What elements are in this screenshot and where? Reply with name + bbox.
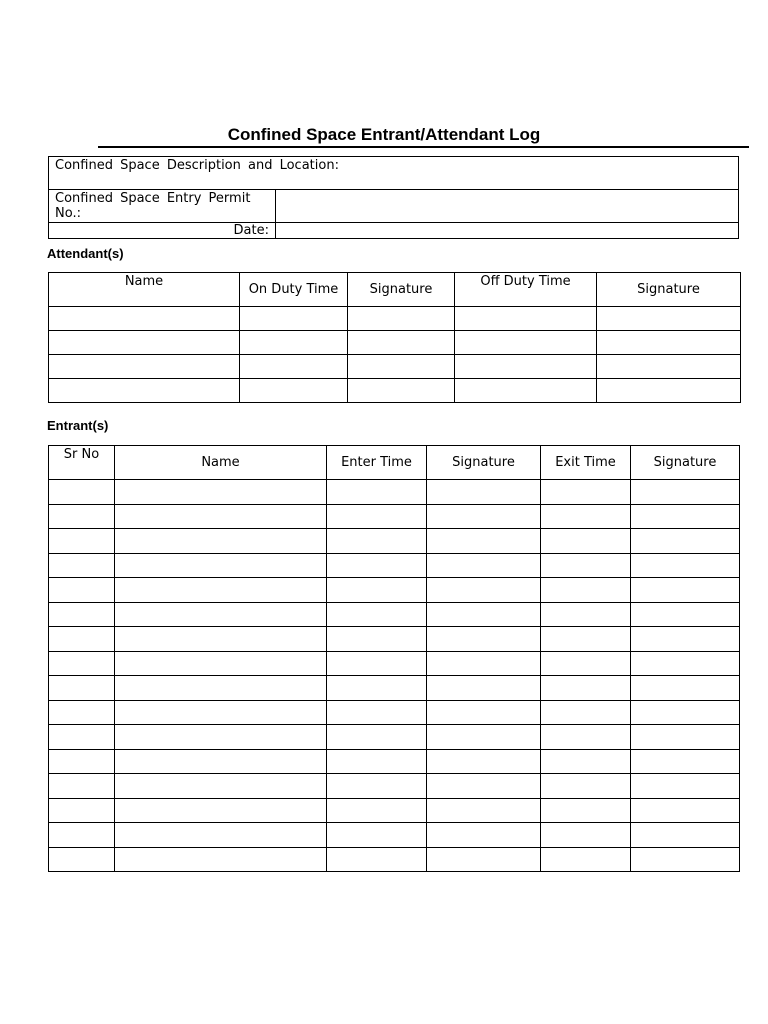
entrant-cell[interactable] [631, 700, 740, 725]
date-label-cell [49, 223, 276, 239]
attendant-row [49, 355, 741, 379]
ent-col-name: Name [115, 446, 327, 480]
entrant-cell[interactable] [327, 847, 427, 872]
entrant-cell[interactable] [327, 700, 427, 725]
entrant-row [49, 578, 740, 603]
attendant-cell[interactable] [240, 331, 348, 355]
entrant-row [49, 676, 740, 701]
entrant-cell[interactable] [541, 798, 631, 823]
entrant-cell[interactable] [427, 798, 541, 823]
entrant-cell[interactable] [115, 602, 327, 627]
entrant-cell[interactable] [427, 774, 541, 799]
entrant-cell[interactable] [115, 725, 327, 750]
ent-col-signature-1: Signature [427, 446, 541, 480]
entrant-cell[interactable] [49, 578, 115, 603]
entrant-cell[interactable] [115, 627, 327, 652]
entrant-cell[interactable] [631, 480, 740, 505]
description-location-label: Confined Space Description and Location: [55, 158, 339, 173]
entrant-cell[interactable] [631, 553, 740, 578]
entrant-cell[interactable] [49, 700, 115, 725]
entrant-cell[interactable] [427, 676, 541, 701]
entrants-table [48, 445, 740, 872]
entrant-cell[interactable] [327, 578, 427, 603]
entrant-cell[interactable] [541, 749, 631, 774]
attendant-cell[interactable] [455, 307, 597, 331]
attendant-cell[interactable] [49, 331, 240, 355]
entrant-cell[interactable] [327, 529, 427, 554]
entrant-cell[interactable] [631, 651, 740, 676]
entrant-cell[interactable] [115, 749, 327, 774]
attendant-cell[interactable] [348, 307, 455, 331]
entrant-cell[interactable] [49, 553, 115, 578]
entrant-row [49, 627, 740, 652]
entrant-cell[interactable] [631, 847, 740, 872]
entrant-cell[interactable] [115, 553, 327, 578]
entrant-cell[interactable] [49, 480, 115, 505]
entrant-row [49, 480, 740, 505]
entrant-cell[interactable] [115, 700, 327, 725]
entrant-cell[interactable] [327, 676, 427, 701]
entrant-cell[interactable] [49, 725, 115, 750]
entrant-cell[interactable] [427, 700, 541, 725]
permit-number-field[interactable] [276, 190, 739, 223]
entrant-cell[interactable] [327, 798, 427, 823]
entrant-row [49, 504, 740, 529]
entrant-cell[interactable] [631, 529, 740, 554]
entrant-cell[interactable] [49, 798, 115, 823]
entrant-cell[interactable] [49, 847, 115, 872]
attendant-cell[interactable] [49, 355, 240, 379]
entrant-row [49, 700, 740, 725]
entrant-cell[interactable] [631, 676, 740, 701]
entrant-cell[interactable] [115, 480, 327, 505]
entrant-cell[interactable] [115, 774, 327, 799]
description-location-field[interactable] [49, 157, 739, 190]
entrant-cell[interactable] [631, 823, 740, 848]
entrant-cell[interactable] [631, 602, 740, 627]
entrant-cell[interactable] [115, 651, 327, 676]
entrant-cell[interactable] [49, 651, 115, 676]
attendant-cell[interactable] [455, 355, 597, 379]
entrant-cell[interactable] [115, 798, 327, 823]
entrant-cell[interactable] [115, 529, 327, 554]
date-field[interactable] [276, 223, 739, 239]
entrant-row [49, 798, 740, 823]
entrant-row [49, 823, 740, 848]
attendant-cell[interactable] [597, 355, 741, 379]
attendant-cell[interactable] [597, 379, 741, 403]
attendant-cell[interactable] [348, 379, 455, 403]
entrant-cell[interactable] [49, 774, 115, 799]
entrant-cell[interactable] [541, 651, 631, 676]
entrant-cell[interactable] [327, 602, 427, 627]
entrant-cell[interactable] [541, 602, 631, 627]
entrant-cell[interactable] [115, 676, 327, 701]
attendants-heading: Attendant(s) [47, 246, 124, 261]
entrant-cell[interactable] [631, 725, 740, 750]
page-title: Confined Space Entrant/Attendant Log [227, 125, 541, 144]
entrant-cell[interactable] [631, 798, 740, 823]
entrant-row [49, 749, 740, 774]
entrant-cell[interactable] [631, 578, 740, 603]
attendant-cell[interactable] [49, 307, 240, 331]
entrant-cell[interactable] [327, 651, 427, 676]
entrant-cell[interactable] [541, 676, 631, 701]
ent-col-sr-no: Sr No [49, 446, 115, 480]
attendant-cell[interactable] [348, 331, 455, 355]
entrant-cell[interactable] [427, 578, 541, 603]
attendant-row [49, 307, 741, 331]
entrant-cell[interactable] [49, 749, 115, 774]
entrant-cell[interactable] [327, 749, 427, 774]
entrant-cell[interactable] [115, 847, 327, 872]
attendant-cell[interactable] [597, 307, 741, 331]
entrant-cell[interactable] [427, 529, 541, 554]
entrant-cell[interactable] [49, 627, 115, 652]
attendant-cell[interactable] [455, 379, 597, 403]
entrant-cell[interactable] [427, 480, 541, 505]
ent-col-enter-time: Enter Time [327, 446, 427, 480]
entrant-cell[interactable] [327, 774, 427, 799]
entrant-cell[interactable] [631, 749, 740, 774]
entrant-cell[interactable] [541, 823, 631, 848]
entrant-row [49, 847, 740, 872]
entrant-cell[interactable] [327, 627, 427, 652]
entrant-cell[interactable] [327, 823, 427, 848]
entrant-cell[interactable] [49, 504, 115, 529]
entrant-cell[interactable] [541, 725, 631, 750]
entrant-row [49, 651, 740, 676]
att-col-signature-1: Signature [348, 273, 455, 307]
entrant-cell[interactable] [541, 504, 631, 529]
entrant-cell[interactable] [49, 676, 115, 701]
entrant-cell[interactable] [541, 774, 631, 799]
title-underline [98, 146, 749, 148]
entrant-row [49, 774, 740, 799]
entrant-cell[interactable] [115, 504, 327, 529]
attendant-cell[interactable] [597, 331, 741, 355]
att-col-signature-2: Signature [597, 273, 741, 307]
entrants-heading: Entrant(s) [47, 418, 109, 433]
attendant-row [49, 379, 741, 403]
entrant-cell[interactable] [427, 553, 541, 578]
entrant-cell[interactable] [49, 602, 115, 627]
attendant-cell[interactable] [455, 331, 597, 355]
attendant-cell[interactable] [240, 379, 348, 403]
entrant-cell[interactable] [427, 725, 541, 750]
entrant-cell[interactable] [427, 504, 541, 529]
permit-label: Confined Space Entry Permit No.: [55, 191, 251, 221]
entrant-cell[interactable] [541, 480, 631, 505]
entrant-cell[interactable] [49, 823, 115, 848]
entrant-cell[interactable] [427, 602, 541, 627]
ent-col-exit-time: Exit Time [541, 446, 631, 480]
entrant-cell[interactable] [115, 578, 327, 603]
entrant-cell[interactable] [427, 823, 541, 848]
ent-col-signature-2: Signature [631, 446, 740, 480]
entrant-cell[interactable] [427, 847, 541, 872]
entrant-row [49, 602, 740, 627]
entrant-cell[interactable] [541, 553, 631, 578]
att-col-name: Name [49, 273, 240, 307]
permit-label-cell [49, 190, 276, 223]
attendant-cell[interactable] [240, 355, 348, 379]
att-col-off-duty-time: Off Duty Time [455, 273, 597, 307]
entrant-row [49, 725, 740, 750]
entrant-cell[interactable] [327, 504, 427, 529]
entrant-cell[interactable] [427, 627, 541, 652]
entrant-cell[interactable] [115, 823, 327, 848]
entrant-cell[interactable] [631, 627, 740, 652]
attendant-cell[interactable] [348, 355, 455, 379]
entrant-cell[interactable] [631, 504, 740, 529]
attendant-row [49, 331, 741, 355]
entrant-cell[interactable] [49, 529, 115, 554]
info-table [48, 156, 739, 239]
entrant-cell[interactable] [541, 578, 631, 603]
attendant-cell[interactable] [240, 307, 348, 331]
entrant-cell[interactable] [427, 749, 541, 774]
entrant-cell[interactable] [541, 847, 631, 872]
att-col-on-duty-time: On Duty Time [240, 273, 348, 307]
entrant-cell[interactable] [327, 480, 427, 505]
entrant-cell[interactable] [327, 553, 427, 578]
entrant-cell[interactable] [427, 651, 541, 676]
entrant-cell[interactable] [541, 529, 631, 554]
entrant-cell[interactable] [541, 700, 631, 725]
attendants-table [48, 272, 741, 403]
entrant-row [49, 529, 740, 554]
entrant-cell[interactable] [541, 627, 631, 652]
entrant-cell[interactable] [327, 725, 427, 750]
attendant-cell[interactable] [49, 379, 240, 403]
date-label: Date: [233, 223, 269, 238]
entrant-cell[interactable] [631, 774, 740, 799]
entrant-row [49, 553, 740, 578]
